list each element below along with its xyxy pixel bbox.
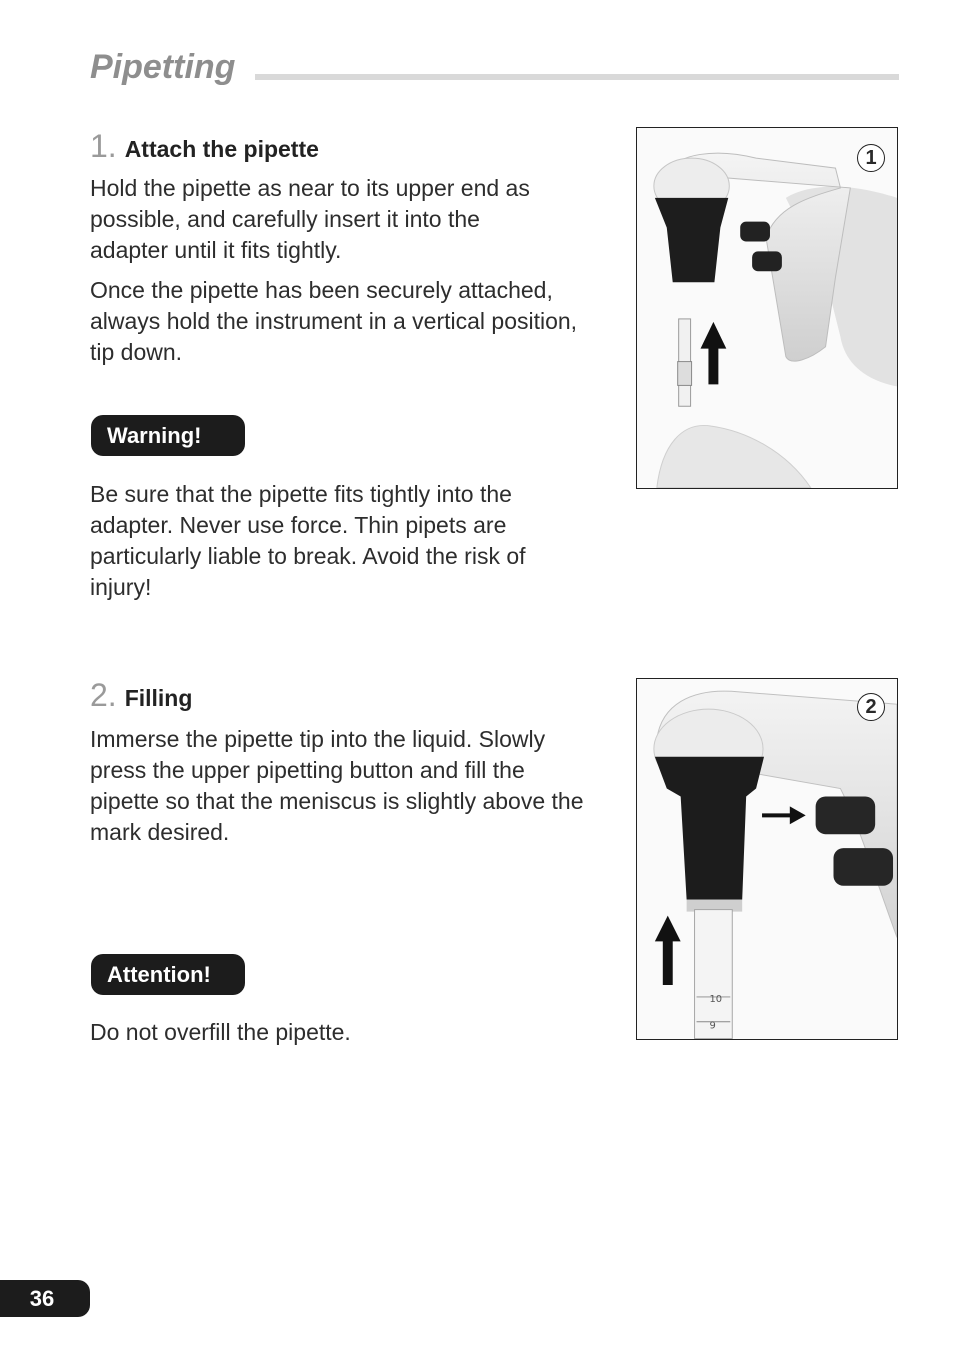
pipette-controller-illustration-1 (637, 128, 897, 488)
step-1-title: Attach the pipette (124, 136, 319, 162)
figure-2-filling (636, 678, 898, 1040)
attention-badge: Attention! (91, 954, 245, 995)
warning-badge: Warning! (91, 415, 245, 456)
attention-text: Do not overfill the pipette. (90, 1019, 351, 1045)
step-2-title: Filling (124, 685, 193, 711)
scale-label-9: 9 (709, 1020, 716, 1032)
figure-2-number: 2 (857, 693, 885, 721)
step-2-heading (90, 677, 192, 714)
step-1-number: 1. (90, 128, 117, 164)
step-1-paragraph-2: Once the pipette has been securely attached, always hold the instrument in a vertical position, tip down. (90, 277, 578, 365)
scale-label-10: 10 (709, 993, 723, 1005)
figure-1-number: 1 (857, 144, 885, 172)
figure-1-attach-pipette (636, 127, 898, 489)
step-2-number: 2. (90, 677, 117, 713)
warning-text: Be sure that the pipette fits tightly into the adapter. Never use force. Thin pipets are particularly liable to break. Avoid the risk of injury! (90, 481, 526, 600)
page-title: Pipetting (90, 48, 236, 86)
page-number: 36 (0, 1280, 90, 1317)
step-2-paragraph-1: Immerse the pipette tip into the liquid. Slowly press the upper pipetting button and fill the pipette so that the meniscus is slightly above the mark desired. (90, 726, 584, 845)
pipette-controller-illustration-2 (637, 679, 897, 1039)
step-1-paragraph-1: Hold the pipette as near to its upper end as possible, and carefully insert it into the adapter until it fits tightly. (90, 175, 530, 263)
step-1-heading (90, 128, 319, 165)
title-rule (255, 74, 899, 80)
